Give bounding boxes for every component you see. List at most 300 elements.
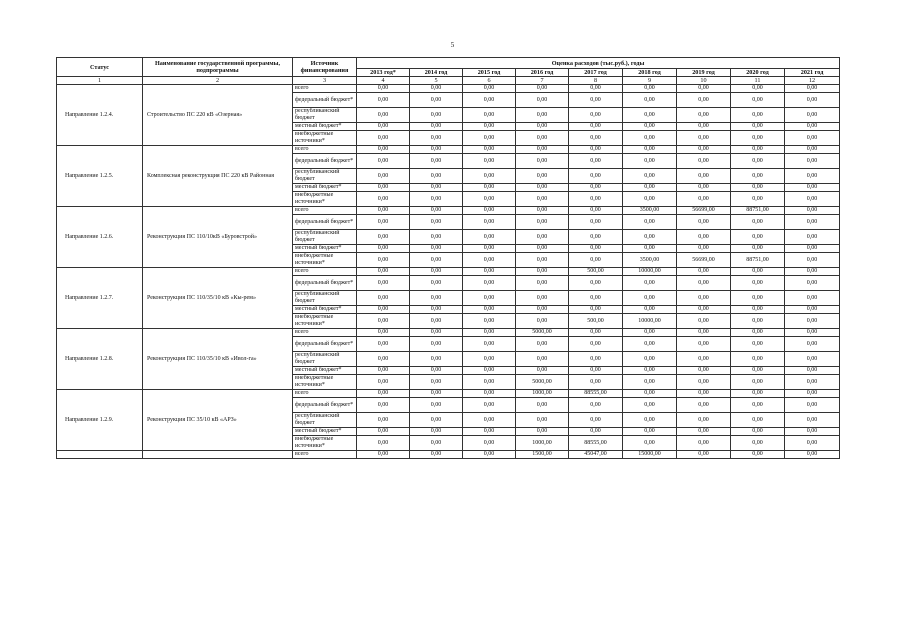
funding-source: республиканский бюджет [293,169,357,184]
value-cell: 0,00 [357,291,410,306]
value-cell: 0,00 [731,215,785,230]
value-cell: 88555,00 [569,436,623,451]
funding-source: местный бюджет* [293,306,357,314]
value-cell: 0,00 [677,215,731,230]
value-cell: 0,00 [357,131,410,146]
value-cell: 0,00 [677,268,731,276]
value-cell: 0,00 [785,329,840,337]
empty-name-cell [143,451,293,459]
value-cell: 0,00 [410,154,463,169]
value-cell: 0,00 [731,352,785,367]
value-cell: 0,00 [677,169,731,184]
value-cell: 0,00 [623,306,677,314]
value-cell: 0,00 [677,192,731,207]
value-cell: 0,00 [463,245,516,253]
value-cell: 0,00 [623,413,677,428]
value-cell: 0,00 [357,268,410,276]
funding-source: республиканский бюджет [293,352,357,367]
value-cell: 0,00 [357,329,410,337]
header-source: Источник финансирования [293,58,357,77]
value-cell: 1000,00 [516,390,569,398]
value-cell: 0,00 [463,123,516,131]
value-cell: 88751,00 [731,207,785,215]
header-year: 2017 год [569,69,623,77]
value-cell: 0,00 [731,169,785,184]
value-cell: 0,00 [731,131,785,146]
value-cell: 0,00 [623,398,677,413]
value-cell: 0,00 [623,169,677,184]
value-cell: 0,00 [569,131,623,146]
value-cell: 0,00 [516,215,569,230]
value-cell: 0,00 [410,131,463,146]
value-cell: 0,00 [569,352,623,367]
value-cell: 0,00 [357,93,410,108]
header-col-number: 9 [623,77,677,85]
value-cell: 1000,00 [516,436,569,451]
funding-source: внебюджетные источники* [293,131,357,146]
value-cell: 0,00 [785,268,840,276]
funding-source: федеральный бюджет* [293,154,357,169]
funding-source: федеральный бюджет* [293,276,357,291]
value-cell: 0,00 [463,329,516,337]
value-cell: 0,00 [410,146,463,154]
header-year: 2021 год [785,69,840,77]
value-cell: 0,00 [677,146,731,154]
funding-source: республиканский бюджет [293,230,357,245]
direction-name: Реконструкция ПС 35/10 кВ «АРЗ» [143,390,293,451]
value-cell: 0,00 [410,352,463,367]
value-cell: 0,00 [569,398,623,413]
value-cell: 0,00 [623,154,677,169]
value-cell: 0,00 [516,207,569,215]
funding-source: местный бюджет* [293,184,357,192]
value-cell: 0,00 [677,329,731,337]
header-col-number: 7 [516,77,569,85]
header-year: 2019 год [677,69,731,77]
value-cell: 0,00 [516,184,569,192]
value-cell: 0,00 [410,337,463,352]
value-cell: 0,00 [569,207,623,215]
value-cell: 0,00 [357,253,410,268]
funding-source: федеральный бюджет* [293,337,357,352]
value-cell: 0,00 [410,428,463,436]
value-cell: 0,00 [677,291,731,306]
value-cell: 0,00 [623,337,677,352]
value-cell: 0,00 [569,192,623,207]
funding-source: республиканский бюджет [293,108,357,123]
value-cell: 0,00 [785,184,840,192]
value-cell: 0,00 [623,436,677,451]
value-cell: 0,00 [731,314,785,329]
empty-status-cell [57,451,143,459]
value-cell: 0,00 [731,154,785,169]
value-cell: 0,00 [463,230,516,245]
value-cell: 0,00 [357,169,410,184]
value-cell: 88555,00 [569,390,623,398]
value-cell: 0,00 [677,451,731,459]
header-col-number: 10 [677,77,731,85]
value-cell: 0,00 [463,428,516,436]
value-cell: 0,00 [731,192,785,207]
value-cell: 0,00 [569,123,623,131]
value-cell: 0,00 [785,367,840,375]
funding-source: всего [293,390,357,398]
value-cell: 0,00 [410,375,463,390]
value-cell: 10000,00 [623,314,677,329]
value-cell: 0,00 [569,184,623,192]
funding-source: местный бюджет* [293,367,357,375]
value-cell: 0,00 [785,314,840,329]
value-cell: 0,00 [677,367,731,375]
value-cell: 0,00 [731,108,785,123]
value-cell: 500,00 [569,268,623,276]
value-cell: 0,00 [785,291,840,306]
value-cell: 0,00 [410,314,463,329]
value-cell: 0,00 [731,245,785,253]
value-cell: 0,00 [731,367,785,375]
value-cell: 0,00 [357,352,410,367]
value-cell: 0,00 [785,337,840,352]
value-cell: 0,00 [623,375,677,390]
value-cell: 0,00 [569,367,623,375]
value-cell: 0,00 [569,154,623,169]
value-cell: 0,00 [677,131,731,146]
value-cell: 0,00 [357,123,410,131]
value-cell: 3500,00 [623,253,677,268]
value-cell: 0,00 [731,123,785,131]
value-cell: 0,00 [785,253,840,268]
value-cell: 0,00 [410,367,463,375]
value-cell: 0,00 [623,352,677,367]
value-cell: 0,00 [785,230,840,245]
value-cell: 0,00 [785,436,840,451]
value-cell: 3500,00 [623,207,677,215]
value-cell: 0,00 [623,367,677,375]
value-cell: 0,00 [677,352,731,367]
header-year: 2020 год [731,69,785,77]
value-cell: 0,00 [516,230,569,245]
value-cell: 0,00 [410,93,463,108]
value-cell: 0,00 [731,146,785,154]
table-header [57,58,840,85]
value-cell: 0,00 [623,146,677,154]
value-cell: 0,00 [463,375,516,390]
value-cell: 0,00 [357,184,410,192]
value-cell: 0,00 [463,337,516,352]
value-cell: 0,00 [463,436,516,451]
value-cell: 0,00 [569,245,623,253]
value-cell: 0,00 [516,123,569,131]
value-cell: 0,00 [569,169,623,184]
value-cell: 0,00 [410,306,463,314]
value-cell: 5000,00 [516,375,569,390]
direction-status: Направление 1.2.8. [57,329,143,390]
header-col-number: 12 [785,77,840,85]
value-cell: 0,00 [410,436,463,451]
value-cell: 0,00 [516,253,569,268]
value-cell: 0,00 [357,436,410,451]
funding-source: федеральный бюджет* [293,215,357,230]
value-cell: 0,00 [357,245,410,253]
value-cell: 0,00 [677,306,731,314]
value-cell: 0,00 [516,276,569,291]
value-cell: 0,00 [516,169,569,184]
value-cell: 0,00 [677,123,731,131]
header-status: Статус [57,58,143,77]
value-cell: 0,00 [731,428,785,436]
value-cell: 0,00 [410,108,463,123]
value-cell: 0,00 [677,85,731,93]
value-cell: 0,00 [463,306,516,314]
value-cell: 0,00 [731,230,785,245]
table-row [57,390,840,398]
direction-name: Комплексная реконструкция ПС 220 кВ Районная [143,146,293,207]
value-cell: 0,00 [677,398,731,413]
value-cell: 500,00 [569,314,623,329]
table-row [57,85,840,93]
value-cell: 0,00 [516,192,569,207]
funding-source: республиканский бюджет [293,413,357,428]
value-cell: 15000,00 [623,451,677,459]
value-cell: 0,00 [357,428,410,436]
value-cell: 0,00 [677,245,731,253]
value-cell: 0,00 [516,367,569,375]
value-cell: 0,00 [357,398,410,413]
value-cell: 0,00 [357,276,410,291]
value-cell: 0,00 [623,131,677,146]
value-cell: 0,00 [677,375,731,390]
value-cell: 0,00 [623,230,677,245]
value-cell: 0,00 [677,337,731,352]
header-year: 2018 год [623,69,677,77]
value-cell: 0,00 [731,276,785,291]
funding-source: всего [293,85,357,93]
funding-source: республиканский бюджет [293,291,357,306]
value-cell: 0,00 [731,291,785,306]
value-cell: 0,00 [463,253,516,268]
value-cell: 0,00 [410,192,463,207]
value-cell: 0,00 [785,169,840,184]
header-col-number: 2 [143,77,293,85]
header-year: 2013 год* [357,69,410,77]
header-col-number: 4 [357,77,410,85]
value-cell: 0,00 [410,398,463,413]
value-cell: 0,00 [785,375,840,390]
value-cell: 0,00 [677,230,731,245]
value-cell: 0,00 [463,93,516,108]
value-cell: 0,00 [410,253,463,268]
value-cell: 0,00 [623,428,677,436]
value-cell: 0,00 [357,215,410,230]
value-cell: 0,00 [357,230,410,245]
value-cell: 0,00 [357,207,410,215]
value-cell: 0,00 [623,245,677,253]
value-cell: 0,00 [623,276,677,291]
value-cell: 0,00 [785,451,840,459]
value-cell: 0,00 [785,131,840,146]
value-cell: 0,00 [516,154,569,169]
funding-source: внебюджетные источники* [293,253,357,268]
value-cell: 0,00 [410,413,463,428]
value-cell: 0,00 [516,131,569,146]
value-cell: 0,00 [463,314,516,329]
value-cell: 0,00 [463,146,516,154]
value-cell: 0,00 [410,230,463,245]
value-cell: 0,00 [463,184,516,192]
value-cell: 0,00 [785,123,840,131]
value-cell: 0,00 [357,451,410,459]
value-cell: 0,00 [516,291,569,306]
value-cell: 0,00 [516,108,569,123]
direction-status: Направление 1.2.6. [57,207,143,268]
funding-source: внебюджетные источники* [293,192,357,207]
value-cell: 0,00 [785,245,840,253]
value-cell: 0,00 [785,306,840,314]
value-cell: 0,00 [410,207,463,215]
header-col-number: 3 [293,77,357,85]
value-cell: 0,00 [463,352,516,367]
value-cell: 0,00 [357,367,410,375]
value-cell: 0,00 [410,390,463,398]
funding-source: местный бюджет* [293,123,357,131]
funding-source: внебюджетные источники* [293,436,357,451]
value-cell: 0,00 [731,268,785,276]
value-cell: 0,00 [463,413,516,428]
value-cell: 0,00 [463,85,516,93]
value-cell: 5000,00 [516,329,569,337]
direction-status: Направление 1.2.9. [57,390,143,451]
value-cell: 0,00 [677,436,731,451]
value-cell: 0,00 [516,93,569,108]
value-cell: 0,00 [516,352,569,367]
value-cell: 0,00 [357,108,410,123]
value-cell: 0,00 [569,253,623,268]
value-cell: 0,00 [357,314,410,329]
value-cell: 0,00 [463,276,516,291]
direction-status: Направление 1.2.7. [57,268,143,329]
direction-name: Реконструкция ПС 110/35/10 кВ «Кы-рем» [143,268,293,329]
value-cell: 0,00 [516,268,569,276]
value-cell: 0,00 [410,184,463,192]
value-cell: 0,00 [410,276,463,291]
value-cell: 0,00 [569,230,623,245]
direction-status: Направление 1.2.5. [57,146,143,207]
value-cell: 0,00 [785,192,840,207]
value-cell: 0,00 [731,451,785,459]
value-cell: 0,00 [463,390,516,398]
funding-source: федеральный бюджет* [293,93,357,108]
value-cell: 0,00 [569,291,623,306]
funding-source: всего [293,207,357,215]
direction-name: Реконструкция ПС 110/35/10 кВ «Ивол-га» [143,329,293,390]
value-cell: 0,00 [731,337,785,352]
direction-status: Направление 1.2.4. [57,85,143,146]
value-cell: 0,00 [677,184,731,192]
value-cell: 0,00 [785,352,840,367]
value-cell: 56699,00 [677,253,731,268]
value-cell: 0,00 [410,291,463,306]
value-cell: 0,00 [731,375,785,390]
value-cell: 0,00 [357,375,410,390]
value-cell: 0,00 [410,123,463,131]
value-cell: 0,00 [785,85,840,93]
value-cell: 0,00 [623,93,677,108]
value-cell: 0,00 [569,215,623,230]
value-cell: 0,00 [623,184,677,192]
table-row [57,451,840,459]
value-cell: 0,00 [463,207,516,215]
value-cell: 0,00 [463,215,516,230]
value-cell: 0,00 [785,154,840,169]
header-col-number: 5 [410,77,463,85]
value-cell: 0,00 [463,451,516,459]
value-cell: 45047,00 [569,451,623,459]
value-cell: 0,00 [357,154,410,169]
value-cell: 0,00 [785,413,840,428]
value-cell: 0,00 [677,413,731,428]
value-cell: 0,00 [410,85,463,93]
funding-source: внебюджетные источники* [293,375,357,390]
value-cell: 0,00 [463,154,516,169]
header-col-number: 1 [57,77,143,85]
value-cell: 0,00 [623,85,677,93]
value-cell: 0,00 [357,85,410,93]
value-cell: 0,00 [410,268,463,276]
value-cell: 0,00 [357,413,410,428]
value-cell: 0,00 [677,93,731,108]
table-row [57,329,840,337]
value-cell: 0,00 [731,85,785,93]
value-cell: 0,00 [623,192,677,207]
value-cell: 0,00 [623,390,677,398]
page-number: 5 [450,41,455,49]
value-cell: 0,00 [569,93,623,108]
header-estimate: Оценка расходов (тыс.руб.), годы [357,58,840,69]
value-cell: 0,00 [569,375,623,390]
value-cell: 0,00 [516,428,569,436]
direction-name: Реконструкция ПС 110/10кВ «Буровстрой» [143,207,293,268]
funding-source: местный бюджет* [293,245,357,253]
expenditure-table [56,57,840,459]
value-cell: 0,00 [623,108,677,123]
value-cell: 1500,00 [516,451,569,459]
value-cell: 0,00 [569,413,623,428]
value-cell: 0,00 [731,436,785,451]
funding-source: всего [293,329,357,337]
funding-source: всего [293,268,357,276]
value-cell: 0,00 [623,329,677,337]
value-cell: 0,00 [569,329,623,337]
value-cell: 0,00 [785,390,840,398]
value-cell: 0,00 [410,245,463,253]
value-cell: 0,00 [731,390,785,398]
value-cell: 0,00 [516,85,569,93]
funding-source: всего [293,146,357,154]
value-cell: 0,00 [731,184,785,192]
value-cell: 0,00 [677,154,731,169]
value-cell: 0,00 [463,169,516,184]
value-cell: 0,00 [463,398,516,413]
value-cell: 0,00 [463,291,516,306]
value-cell: 0,00 [463,268,516,276]
value-cell: 0,00 [785,215,840,230]
value-cell: 0,00 [410,215,463,230]
direction-name: Строительство ПС 220 кВ «Озерная» [143,85,293,146]
value-cell: 0,00 [516,314,569,329]
value-cell: 0,00 [569,428,623,436]
value-cell: 0,00 [569,146,623,154]
value-cell: 10000,00 [623,268,677,276]
